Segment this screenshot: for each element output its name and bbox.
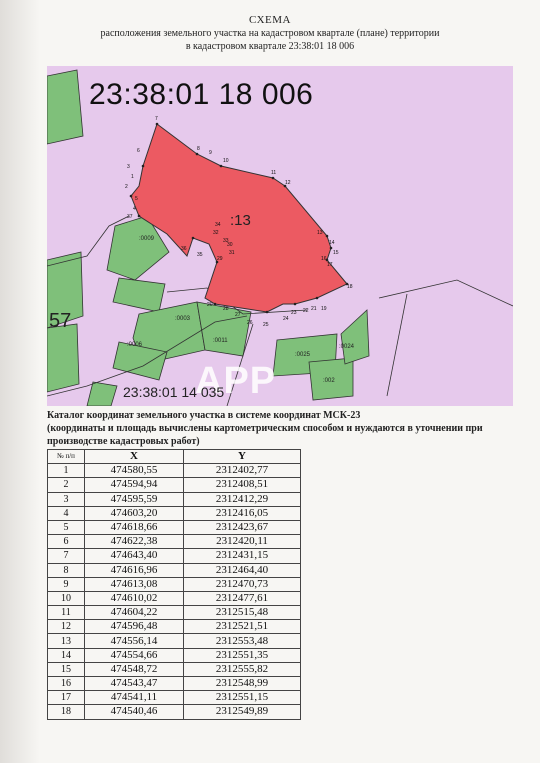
vertex-label: 6	[137, 148, 140, 154]
table-row	[48, 520, 301, 534]
parcel-label: :0025	[295, 352, 311, 358]
table-row	[48, 648, 301, 662]
cell-y: 2312521,51	[184, 620, 301, 634]
coordinates-table	[47, 449, 301, 720]
cell-x: 474603,20	[85, 506, 184, 520]
vertex-label: 20	[207, 302, 213, 308]
cell-y: 2312548,99	[184, 677, 301, 691]
cell-x: 474596,48	[85, 620, 184, 634]
table-row	[48, 620, 301, 634]
cell-y: 2312464,40	[184, 563, 301, 577]
table-row	[48, 705, 301, 719]
cell-x: 474540,46	[85, 705, 184, 719]
cell-x: 474595,59	[85, 492, 184, 506]
cell-y: 2312549,89	[184, 705, 301, 719]
table-row	[48, 506, 301, 520]
cell-y: 2312420,11	[184, 535, 301, 549]
parcel-label: :0003	[175, 316, 191, 322]
vertex-label: 17	[327, 262, 333, 268]
vertex-label: 10	[223, 158, 229, 164]
cell-number: 14	[48, 648, 85, 662]
cell-number: 6	[48, 535, 85, 549]
vertex-label: 34	[215, 222, 221, 228]
cell-number: 15	[48, 662, 85, 676]
watermark: APP	[195, 360, 277, 402]
catalog-title: Каталог координат земельного участка в системе координат МСК-23	[47, 410, 361, 421]
vertex-label: 28	[223, 306, 229, 312]
vertex-label: 31	[229, 250, 235, 256]
vertex-label: 16	[321, 256, 327, 262]
cell-number: 11	[48, 606, 85, 620]
vertex-label: 12	[285, 180, 291, 186]
parcel-label: :0024	[339, 344, 355, 350]
vertex-label: 25	[263, 322, 269, 328]
cell-number: 13	[48, 634, 85, 648]
cell-number: 10	[48, 591, 85, 605]
cell-y: 2312412,29	[184, 492, 301, 506]
vertex-label: 2	[125, 184, 128, 190]
table-row	[48, 662, 301, 676]
cell-x: 474616,96	[85, 563, 184, 577]
catalog-note-line2: производстве кадастровых работ)	[47, 436, 200, 447]
table-row	[48, 464, 301, 478]
parcel-label: :002	[323, 378, 335, 384]
cell-number: 1	[48, 464, 85, 478]
column-header-number: № п/п	[48, 450, 85, 464]
cell-y: 2312553,48	[184, 634, 301, 648]
table-row	[48, 549, 301, 563]
table-row	[48, 677, 301, 691]
cell-number: 3	[48, 492, 85, 506]
cell-y: 2312515,48	[184, 606, 301, 620]
cell-y: 2312416,05	[184, 506, 301, 520]
table-row	[48, 563, 301, 577]
parcel-label: :0006	[127, 342, 143, 348]
cell-x: 474622,38	[85, 535, 184, 549]
cell-number: 18	[48, 705, 85, 719]
vertex-label: 3	[127, 164, 130, 170]
vertex-label: 4	[133, 206, 136, 212]
cell-y: 2312423,67	[184, 520, 301, 534]
cell-x: 474580,55	[85, 464, 184, 478]
vertex-label: 7	[155, 116, 158, 122]
map-drawing	[47, 66, 513, 406]
adjacent-quarter-label: 23:38:01 14 035	[123, 384, 225, 400]
cell-x: 474613,08	[85, 577, 184, 591]
table-row	[48, 478, 301, 492]
vertex-label: 32	[213, 230, 219, 236]
cell-x: 474556,14	[85, 634, 184, 648]
cell-y: 2312470,73	[184, 577, 301, 591]
cell-x: 474610,02	[85, 591, 184, 605]
table-row	[48, 591, 301, 605]
vertex-label: 9	[209, 150, 212, 156]
cell-x: 474594,94	[85, 478, 184, 492]
cell-x: 474543,47	[85, 677, 184, 691]
quarter-number-label: 23:38:01 18 006	[89, 78, 314, 111]
vertex-label: 15	[333, 250, 339, 256]
vertex-label: 11	[271, 170, 277, 176]
catalog-note-line1: (координаты и площадь вычислены картометрическим способом и нуждаются в уточнении при	[47, 423, 483, 434]
vertex-label: 27	[235, 312, 241, 318]
cell-x: 474618,66	[85, 520, 184, 534]
table-row	[48, 492, 301, 506]
cell-x: 474643,40	[85, 549, 184, 563]
vertex-label: 33	[223, 238, 229, 244]
cell-number: 4	[48, 506, 85, 520]
vertex-label: 35	[197, 252, 203, 258]
vertex-label: 5	[135, 196, 138, 202]
cell-y: 2312551,35	[184, 648, 301, 662]
cell-x: 474604,22	[85, 606, 184, 620]
column-header-y: Y	[184, 450, 301, 464]
cell-x: 474541,11	[85, 691, 184, 705]
parcel-label: :0009	[139, 236, 155, 242]
parcel-label: :0011	[213, 338, 228, 344]
table-row	[48, 577, 301, 591]
vertex-label: 1	[131, 174, 134, 180]
cell-number: 9	[48, 577, 85, 591]
cell-y: 2312551,15	[184, 691, 301, 705]
cell-number: 17	[48, 691, 85, 705]
cadastral-map	[47, 66, 513, 406]
cell-x: 474554,66	[85, 648, 184, 662]
cell-number: 5	[48, 520, 85, 534]
vertex-label: 29	[217, 256, 223, 262]
table-header-row	[48, 450, 301, 464]
vertex-label: 22	[303, 308, 309, 314]
coordinates-table-body	[48, 464, 301, 719]
cell-y: 2312402,77	[184, 464, 301, 478]
table-row	[48, 634, 301, 648]
page-edge-shadow	[0, 0, 40, 763]
cell-y: 2312431,15	[184, 549, 301, 563]
vertex-label: 37	[127, 214, 133, 220]
vertex-label: 13	[317, 230, 323, 236]
table-row	[48, 691, 301, 705]
cell-number: 8	[48, 563, 85, 577]
table-row	[48, 535, 301, 549]
cell-number: 12	[48, 620, 85, 634]
column-header-x: X	[85, 450, 184, 464]
cell-number: 16	[48, 677, 85, 691]
vertex-label: 21	[311, 306, 317, 312]
document-title: СХЕМА	[249, 14, 291, 26]
side-number-label: 57	[49, 310, 72, 332]
table-row	[48, 606, 301, 620]
cell-number: 7	[48, 549, 85, 563]
vertex-label: 23	[291, 310, 297, 316]
vertex-label: 26	[247, 320, 253, 326]
cell-y: 2312555,82	[184, 662, 301, 676]
document-subtitle-line2: в кадастровом квартале 23:38:01 18 006	[185, 41, 355, 52]
vertex-label: 24	[283, 316, 289, 322]
vertex-label: 36	[181, 246, 187, 252]
vertex-label: 19	[321, 306, 327, 312]
cell-y: 2312477,61	[184, 591, 301, 605]
document-subtitle-line1: расположения земельного участка на кадастровом квартале (плане) территории	[100, 28, 440, 39]
cell-x: 474548,72	[85, 662, 184, 676]
vertex-label: 14	[329, 240, 335, 246]
cell-y: 2312408,51	[184, 478, 301, 492]
vertex-label: 18	[347, 284, 353, 290]
vertex-label: 30	[227, 242, 233, 248]
vertex-label: 8	[197, 146, 200, 152]
cell-number: 2	[48, 478, 85, 492]
plot-number-label: :13	[230, 212, 251, 229]
